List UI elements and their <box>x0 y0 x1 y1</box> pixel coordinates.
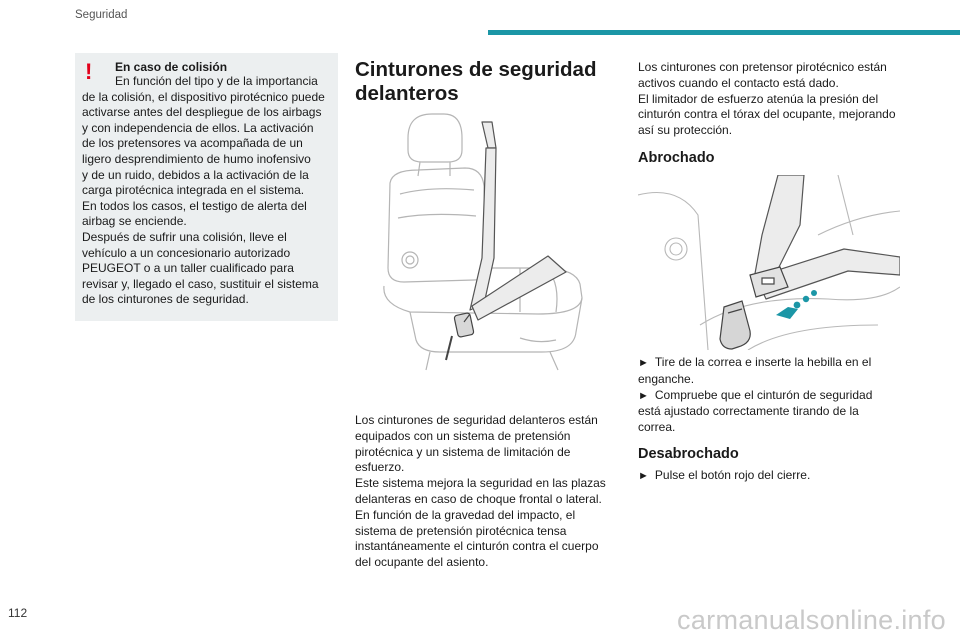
running-header: Seguridad <box>75 9 128 21</box>
body-line: Los cinturones de seguridad delanteros están <box>355 413 598 427</box>
step-text: Pulse el botón rojo del cierre. <box>654 468 811 482</box>
intro-line: El limitador de esfuerzo atenúa la presión del <box>638 91 879 106</box>
buckle-illustration <box>638 175 900 350</box>
step-line <box>638 388 908 405</box>
warning-line: En todos los casos, el testigo de alerta del <box>82 198 307 213</box>
intro-line: cinturón contra el tórax del ocupante, mejorando <box>638 107 896 122</box>
bullet-icon: ► <box>638 470 649 482</box>
body-line: equipados con un sistema de pretensión <box>355 428 571 443</box>
warning-line: y de un ruido, debidos a la activación de la <box>82 167 309 182</box>
desabrochado-steps <box>638 468 908 485</box>
page-number: 112 <box>8 606 28 620</box>
abrochado-steps <box>638 355 908 436</box>
warning-line: carga pirotécnica integrada en el sistema. <box>82 183 305 198</box>
warning-line: ligero desprendimiento de humo inofensivo <box>82 151 311 166</box>
warning-line: En función del tipo y de la importancia <box>115 74 318 88</box>
step-line: está ajustado correctamente tirando de la <box>638 404 859 419</box>
warning-line: revisar y, llegado el caso, sustituir el sistema <box>82 276 319 291</box>
intro-line: así su protección. <box>638 123 733 138</box>
warning-title: En caso de colisión <box>115 60 228 74</box>
step-line <box>638 468 908 485</box>
body-line: del ocupante del asiento. <box>355 555 489 570</box>
desabrochado-heading: Desabrochado <box>638 446 739 462</box>
intro-line: activos cuando el contacto está dado. <box>638 75 839 90</box>
warning-line: vehículo a un concesionario autorizado <box>82 245 291 260</box>
warning-line: airbag se enciende. <box>82 214 187 229</box>
exclamation-icon: ! <box>85 59 93 84</box>
body-line: En función de la gravedad del impacto, el <box>355 507 576 522</box>
warning-box <box>75 53 338 321</box>
step-text: Compruebe que el cinturón de seguridad <box>654 387 873 402</box>
step-line: correa. <box>638 420 676 435</box>
body-line: sistema de pretensión pirotécnica tensa <box>355 523 567 538</box>
abrochado-heading: Abrochado <box>638 150 715 166</box>
warning-line: Después de sufrir una colisión, lleve el <box>82 229 287 244</box>
step-line <box>638 355 908 372</box>
warning-line: de los cinturones de seguridad. <box>82 292 249 307</box>
body-line: instantáneamente el cinturón contra el cuerpo <box>355 539 599 554</box>
header-accent-bar <box>488 30 960 35</box>
warning-line: de la colisión, el dispositivo pirotécnico puede <box>82 89 325 104</box>
pretensioner-intro <box>638 60 918 139</box>
warning-text <box>82 74 332 308</box>
watermark: carmanualsonline.info <box>677 605 946 635</box>
warning-line: y con independencia de ellos. La activación <box>82 120 314 135</box>
warning-line: de los pretensores va acompañada de un <box>82 136 303 151</box>
section-title: Cinturones de seguridad delanteros <box>355 58 597 105</box>
seat-belt-illustration <box>370 108 596 376</box>
warning-line: activarse antes del despliegue de los airbags <box>82 105 322 120</box>
body-line: Este sistema mejora la seguridad en las plazas <box>355 476 606 491</box>
bullet-icon: ► <box>638 389 649 402</box>
bullet-icon: ► <box>638 357 649 369</box>
warning-line: PEUGEOT o a un taller cualificado para <box>82 261 294 276</box>
section-body <box>355 413 617 571</box>
intro-line: Los cinturones con pretensor pirotécnico están <box>638 60 887 74</box>
body-line: esfuerzo. <box>355 460 405 475</box>
body-line: delanteras en caso de choque frontal o lateral. <box>355 491 602 506</box>
body-line: pirotécnica y un sistema de limitación de <box>355 444 571 459</box>
step-line: enganche. <box>638 371 695 386</box>
step-text: Tire de la correa e inserte la hebilla en el <box>654 355 872 369</box>
